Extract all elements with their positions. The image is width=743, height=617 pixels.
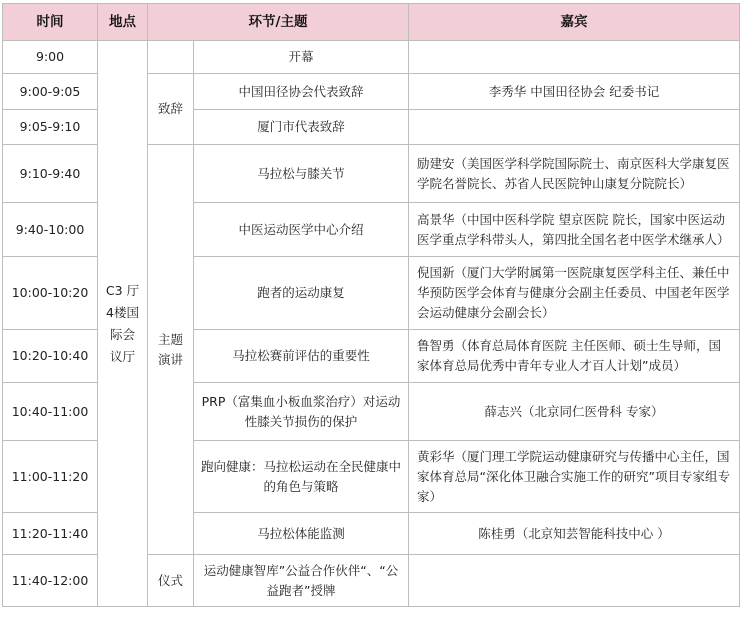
time-cell: 9:05-9:10 (3, 110, 98, 145)
category-cell-opening: 致辞 (148, 74, 194, 145)
topic-cell: 开幕 (194, 41, 409, 74)
topic-cell: 马拉松与膝关节 (194, 145, 409, 203)
guest-cell: 励建安（美国医学科学院国际院士、南京医科大学康复医学院名誉院长、苏省人民医院钟山康复分院院长） (409, 145, 740, 203)
guest-cell (409, 41, 740, 74)
header-session: 环节/主题 (148, 4, 409, 41)
topic-cell: 中医运动医学中心介绍 (194, 203, 409, 257)
time-cell: 11:40-12:00 (3, 555, 98, 607)
guest-cell: 高景华（中国中医科学院 望京医院 院长，国家中医运动医学重点学科带头人，第四批全国名老中医学术继承人） (409, 203, 740, 257)
time-cell: 9:40-10:00 (3, 203, 98, 257)
category-cell-keynote: 主题演讲 (148, 145, 194, 555)
guest-cell: 薛志兴（北京同仁医骨科 专家） (409, 383, 740, 441)
time-cell: 10:20-10:40 (3, 330, 98, 383)
time-cell: 10:00-10:20 (3, 257, 98, 330)
topic-cell: 跑者的运动康复 (194, 257, 409, 330)
header-guest: 嘉宾 (409, 4, 740, 41)
guest-cell: 倪国新（厦门大学附属第一医院康复医学科主任、兼任中华预防医学会体育与健康分会副主任委员、中国老年医学会运动健康分会副会长） (409, 257, 740, 330)
time-cell: 11:20-11:40 (3, 513, 98, 555)
header-location: 地点 (98, 4, 148, 41)
location-cell: C3 厅4楼国际会议厅 (98, 41, 148, 607)
time-cell: 9:00 (3, 41, 98, 74)
guest-cell: 陈桂勇（北京知芸智能科技中心 ） (409, 513, 740, 555)
time-cell: 10:40-11:00 (3, 383, 98, 441)
topic-cell: 中国田径协会代表致辞 (194, 74, 409, 110)
guest-cell: 李秀华 中国田径协会 纪委书记 (409, 74, 740, 110)
guest-cell: 鲁智勇（体育总局体育医院 主任医师、硕士生导师，国家体育总局优秀中青年专业人才百人计划”成员） (409, 330, 740, 383)
category-cell (148, 41, 194, 74)
topic-cell: 马拉松赛前评估的重要性 (194, 330, 409, 383)
time-cell: 11:00-11:20 (3, 441, 98, 513)
time-cell: 9:10-9:40 (3, 145, 98, 203)
guest-cell (409, 555, 740, 607)
table-row (3, 41, 740, 74)
schedule-table (2, 3, 740, 607)
header-row (3, 4, 740, 41)
guest-cell: 黄彩华（厦门理工学院运动健康研究与传播中心主任，国家体育总局“深化体卫融合实施工作的研究”项目专家组专家） (409, 441, 740, 513)
topic-cell: 跑向健康：马拉松运动在全民健康中的角色与策略 (194, 441, 409, 513)
header-time: 时间 (3, 4, 98, 41)
topic-cell: 马拉松体能监测 (194, 513, 409, 555)
topic-cell: 运动健康智库”公益合作伙伴“、“公益跑者”授牌 (194, 555, 409, 607)
time-cell: 9:00-9:05 (3, 74, 98, 110)
topic-cell: PRP（富集血小板血浆治疗）对运动性膝关节损伤的保护 (194, 383, 409, 441)
guest-cell (409, 110, 740, 145)
topic-cell: 厦门市代表致辞 (194, 110, 409, 145)
category-cell-ceremony: 仪式 (148, 555, 194, 607)
